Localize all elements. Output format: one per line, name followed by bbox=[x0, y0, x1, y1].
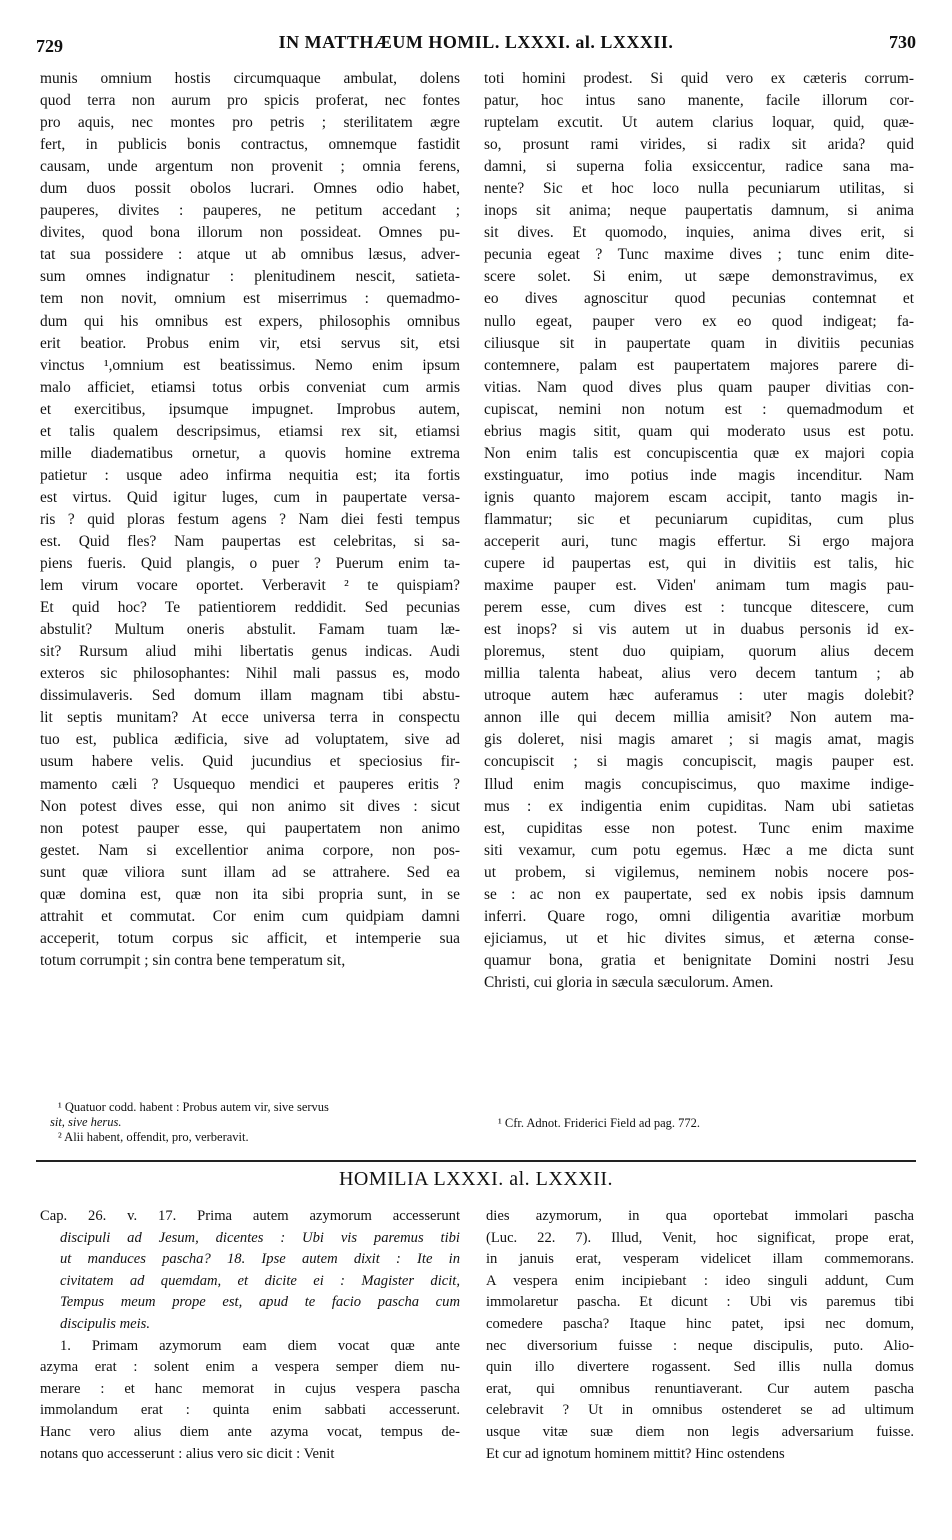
text-line: cupiscat, nemini non notum est : quemadmodum et bbox=[484, 400, 914, 418]
text-line: Non potest dives esse, qui non animo sit dives : sicut bbox=[40, 797, 460, 815]
text-line: scere solet. Si enim, ut sæpe demonstravimus, ex bbox=[484, 268, 914, 286]
text-line: perem esse, cum dives est : tuncque ditescere, cum bbox=[484, 599, 914, 617]
footnote-2: ² Alii habent, offendit, pro, verberavit. bbox=[58, 1130, 249, 1144]
running-header bbox=[36, 30, 916, 60]
text-line: se : ac non ex paupertate, sed ex nobis ipsis damnum bbox=[484, 885, 914, 903]
text-line: et exercitibus, ipsumque impugnet. Improbus autem, bbox=[40, 400, 460, 418]
text-line: toti homini prodest. Si quid vero ex cæteris corrum- bbox=[484, 70, 914, 87]
text-line: A vespera enim incipiebant : ideo singuli addunt, Cum bbox=[486, 1272, 914, 1289]
text-line: acceperit, totum corpus sic afficit, et intemperie sua bbox=[40, 929, 460, 947]
text-line: quin illo divertere rogassent. Sed illis nulla domus bbox=[486, 1359, 914, 1376]
page-number-right: 730 bbox=[889, 32, 916, 52]
text-line: 1. Primam azymorum eam diem vocat quæ ante bbox=[60, 1337, 460, 1354]
text-line: mille diadematibus ornetur, a quovis homine extrema bbox=[40, 444, 460, 462]
text-line: pauperes, divites : pauperes, ne petitum accedant ; bbox=[40, 202, 460, 220]
text-line: gis doleret, nisi magis amaret ; si magis amat, magis bbox=[484, 731, 914, 749]
text-line: Illud enim magis concupiscimus, quo maxime indige- bbox=[484, 775, 914, 793]
text-line: abstulit? Multum oneris abstulit. Famam tuam læ- bbox=[40, 621, 460, 639]
text-line: nente? Sic et hoc loco nulla pecuniarum utilitas, si bbox=[484, 180, 914, 198]
text-line: est inops? si vis autem ut in duabus personis id ex- bbox=[484, 621, 914, 639]
text-line: tuo est, publica ædificia, sive ad voluptatem, sive ad bbox=[40, 731, 460, 749]
text-line: usque vitæ suæ diem non legis adversarium fuisse. bbox=[486, 1423, 914, 1440]
text-line: attrahit et commutat. Cor enim cum quidpiam damni bbox=[40, 907, 460, 925]
text-line: discipuli ad Jesum, dicentes : Ubi vis paremus tibi bbox=[60, 1229, 460, 1246]
running-title: IN MATTHÆUM HOMIL. LXXXI. al. LXXXII. bbox=[278, 32, 674, 52]
text-line: comedere pascha? Itaque hinc patet, ipsi nec domum, bbox=[486, 1315, 914, 1332]
text-line: piens fueris. Quid plangis, o puer ? Puerum enim ta- bbox=[40, 555, 460, 573]
text-line: nec diversorium fuisse : neque discipulis, puto. Alio- bbox=[486, 1337, 914, 1354]
text-line: sit? Rursum aliud mihi libertatis genus indicas. Audi bbox=[40, 643, 460, 661]
column-right-top bbox=[484, 68, 914, 994]
text-line: pecunia egeat ? Tunc maxime dives ; tunc enim dite- bbox=[484, 246, 914, 264]
footnotes-left bbox=[50, 1100, 462, 1145]
text-line: cupere id paupertas est, qui in divitiis est talis, hic bbox=[484, 555, 914, 573]
text-line: utroque autem hæc auferamus : uter magis dolebit? bbox=[484, 687, 914, 705]
text-line: Tempus meum prope est, apud te facio pascha cum bbox=[60, 1294, 460, 1311]
text-line: ut manduces pascha? 18. Ipse autem dixit : Ite in bbox=[60, 1251, 460, 1268]
text-line: (Luc. 22. 7). Illud, Venit, hoc significat, prope erat, bbox=[486, 1229, 914, 1246]
text-line: malo afficiet, etiamsi totus orbis conveniat cum armis bbox=[40, 378, 460, 396]
text-line: exstinguatur, imo potius inde magis incenditur. Nam bbox=[484, 466, 914, 484]
text-line: ris ? quid ploras festum agens ? Nam diei festi tempus bbox=[40, 510, 460, 528]
text-line: sunt quæ viliora sunt illam ad se attrahere. Sed ea bbox=[40, 863, 460, 881]
text-line: mamento cæli ? Usquequo mendici et pauperes eritis ? bbox=[40, 775, 460, 793]
text-line: acceperit auri, tunc magis effertur. Si ergo majora bbox=[484, 532, 914, 550]
text-line: est. Quid fles? Nam paupertas est celebritas, si sa- bbox=[40, 532, 460, 550]
text-line: ignis quanto majorem escam accipit, tanto magis in- bbox=[484, 488, 914, 506]
text-line: lem virum vocare oportet. Verberavit ² te quispiam? bbox=[40, 577, 460, 595]
text-line: mus : ex indigentia enim cupiditas. Nam ubi satietas bbox=[484, 797, 914, 815]
text-line: Et quid hoc? Te patientiorem reddidit. Sed pecunias bbox=[40, 599, 460, 617]
text-line: tat sua possidere : atque ut ab omnibus læsus, adver- bbox=[40, 246, 460, 264]
text-line: sit dives. Et quomodo, inquies, anima dives erit, si bbox=[484, 224, 914, 242]
text-line: merare : et hanc memorat in cujus vespera pascha bbox=[40, 1380, 460, 1397]
section-divider bbox=[36, 1160, 916, 1162]
footnote-1-cont: sit, sive herus. bbox=[50, 1115, 122, 1129]
text-line: ciliusque sit in paupertate quam in divitiis pecunias bbox=[484, 334, 914, 352]
text-line: civitatem ad quemdam, et dicite ei : Magister dicit, bbox=[60, 1272, 460, 1289]
text-line: causam, unde argentum non provenit ; omnia ferens, bbox=[40, 158, 460, 176]
text-line: immolandum erat : quinta enim sabbati accesserunt. bbox=[40, 1402, 460, 1419]
text-line: totum corrumpit ; sin contra bene temperatum sit, bbox=[40, 951, 346, 969]
text-line: quod terra non aurum pro spicis proferat, nec fontes bbox=[40, 92, 460, 110]
text-line: immolaretur pascha. Et dicunt : Ubi vis paremus tibi bbox=[486, 1294, 914, 1311]
text-line: lit septis munitam? At ecce universa terra in conspectu bbox=[40, 709, 460, 727]
text-line: munis omnium hostis circumquaque ambulat, dolens bbox=[40, 70, 460, 87]
text-line: vinctus ¹,omnium est beatissimus. Nemo enim ipsum bbox=[40, 356, 460, 374]
column-right-bottom bbox=[486, 1206, 914, 1465]
text-line: flammatur; sic et pecuniarum cupiditas, cum plus bbox=[484, 510, 914, 528]
text-line: quamur bona, gratia et benignitate Domini nostri Jesu bbox=[484, 951, 914, 969]
text-line: quæ domina est, quæ non ita sibi propria sunt, in se bbox=[40, 885, 460, 903]
text-line: millia talenta habeat, alius vero decem tantum ; ab bbox=[484, 665, 914, 683]
text-line: siti vexamur, cum potu egemus. Hæc a me dicta sunt bbox=[484, 841, 914, 859]
text-line: dissimulaveris. Sed domum illam magnam tibi abstu- bbox=[40, 687, 460, 705]
text-line: ploremus, stent duo quipiam, quorum alius decem bbox=[484, 643, 914, 661]
text-line: patur, hoc intus sano manente, facile illorum cor- bbox=[484, 92, 914, 110]
text-line: Hanc vero alius diem ante azyma vocat, tempus de- bbox=[40, 1423, 460, 1440]
footnote-1: ¹ Quatuor codd. habent : Probus autem vir, sive servus bbox=[58, 1100, 329, 1114]
text-line: tem non novit, omnium est miserrimus : quemadmo- bbox=[40, 290, 460, 308]
homily-title: HOMILIA LXXXI. al. LXXXII. bbox=[338, 1168, 614, 1190]
text-line: dum qui his omnibus est expers, philosophis omnibus bbox=[40, 312, 460, 330]
text-line: celebravit ? Ut in omnibus ostenderet se ad ultimum bbox=[486, 1402, 914, 1419]
text-line: dies azymorum, in qua oportebat immolari pascha bbox=[486, 1208, 914, 1224]
text-line: Non enim talis est concupiscentia quæ ex majori copia bbox=[484, 444, 914, 462]
text-line: exteros sic philosophantes: Nihil mali passus es, modo bbox=[40, 665, 460, 683]
text-line: damni, si superna folia exsiccentur, radice sana ma- bbox=[484, 158, 914, 176]
text-line: discipulis meis. bbox=[60, 1315, 150, 1332]
text-line: so, prosunt rami virides, si radix sit arida? quid bbox=[484, 136, 914, 154]
text-line: annon ille qui decem millia amisit? Non autem ma- bbox=[484, 709, 914, 727]
text-line: in januis erat, vesperam videlicet illam commemorans. bbox=[486, 1251, 914, 1268]
page-number-left: 729 bbox=[36, 36, 63, 56]
text-line: gestet. Nam si excellentior anima corpore, non pos- bbox=[40, 841, 460, 859]
text-line: ejiciamus, ut et hic divites simus, et æterna conse- bbox=[484, 929, 914, 947]
text-line: ruptelam excutit. Ut autem clarius loquar, quid, quæ- bbox=[484, 114, 914, 132]
text-line: et talis qualem descripsimus, etiamsi rex sit, etiamsi bbox=[40, 422, 460, 440]
text-line: notans quo accesserunt : alius vero sic dicit : Venit bbox=[40, 1445, 335, 1462]
text-line: sum omnes indignatur : plenitudinem nescit, satieta- bbox=[40, 268, 460, 286]
text-line: est, cupiditas esse non potest. Tunc enim maxime bbox=[484, 819, 914, 837]
text-line: dum duos possit obolos lucrari. Omnes odio habet, bbox=[40, 180, 460, 198]
text-line: Et cur ad ignotum hominem mittit? Hinc ostendens bbox=[486, 1445, 785, 1462]
text-line: Christi, cui gloria in sæcula sæculorum. Amen. bbox=[484, 973, 774, 991]
text-line: eo dives agnoscitur quod pecunias contemnat et bbox=[484, 290, 914, 308]
text-line: ebrius magis sitit, quam qui moderato usus est potu. bbox=[484, 422, 914, 440]
text-line: ut probem, si vigilemus, neminem nobis nocere pos- bbox=[484, 863, 914, 881]
footnote-right: ¹ Cfr. Adnot. Friderici Field ad pag. 772. bbox=[498, 1116, 700, 1130]
text-line: Cap. 26. v. 17. Prima autem azymorum accesserunt bbox=[40, 1208, 460, 1224]
text-line: fert, in publicis bonis contractus, omnemque fastidit bbox=[40, 136, 460, 154]
column-left-bottom bbox=[40, 1206, 460, 1465]
text-line: inferri. Quare rogo, omni diligentia avaritiæ morbum bbox=[484, 907, 914, 925]
text-line: azyma erat : solent enim a vespera semper diem nu- bbox=[40, 1359, 460, 1376]
text-line: maxime pauper est. Viden' animam tum magis pau- bbox=[484, 577, 914, 595]
text-line: est virtus. Quid igitur luges, cum in paupertate versa- bbox=[40, 488, 460, 506]
text-line: divites, quod bona illorum non possideat. Omnes pu- bbox=[40, 224, 460, 242]
text-line: erat, qui omnibus renuntiaverant. Cur autem pascha bbox=[486, 1380, 914, 1397]
text-line: non potest pauper esse, qui paupertatem non animo bbox=[40, 819, 460, 837]
text-line: usum habere velis. Quid jucundius et speciosius fir- bbox=[40, 753, 460, 771]
text-line: nullo egeat, pauper vero ex eo quod indigeat; fa- bbox=[484, 312, 914, 330]
text-line: contemnere, palam est paupertatem majores parere di- bbox=[484, 356, 914, 374]
text-line: patietur : usque adeo infirma nequitia est; ita fortis bbox=[40, 466, 460, 484]
text-line: erit beatior. Probus enim vir, etsi servus sit, etsi bbox=[40, 334, 460, 352]
column-left-top bbox=[40, 68, 460, 972]
text-line: pro aquis, nec montes pro petris ; sterilitatem ægre bbox=[40, 114, 460, 132]
text-line: inops sit anima; neque paupertatis damnum, si anima bbox=[484, 202, 914, 220]
text-line: concupiscit ; si magis concupiscit, magis pauper est. bbox=[484, 753, 914, 771]
text-line: vitias. Nam quod dives plus quam pauper divitias con- bbox=[484, 378, 914, 396]
